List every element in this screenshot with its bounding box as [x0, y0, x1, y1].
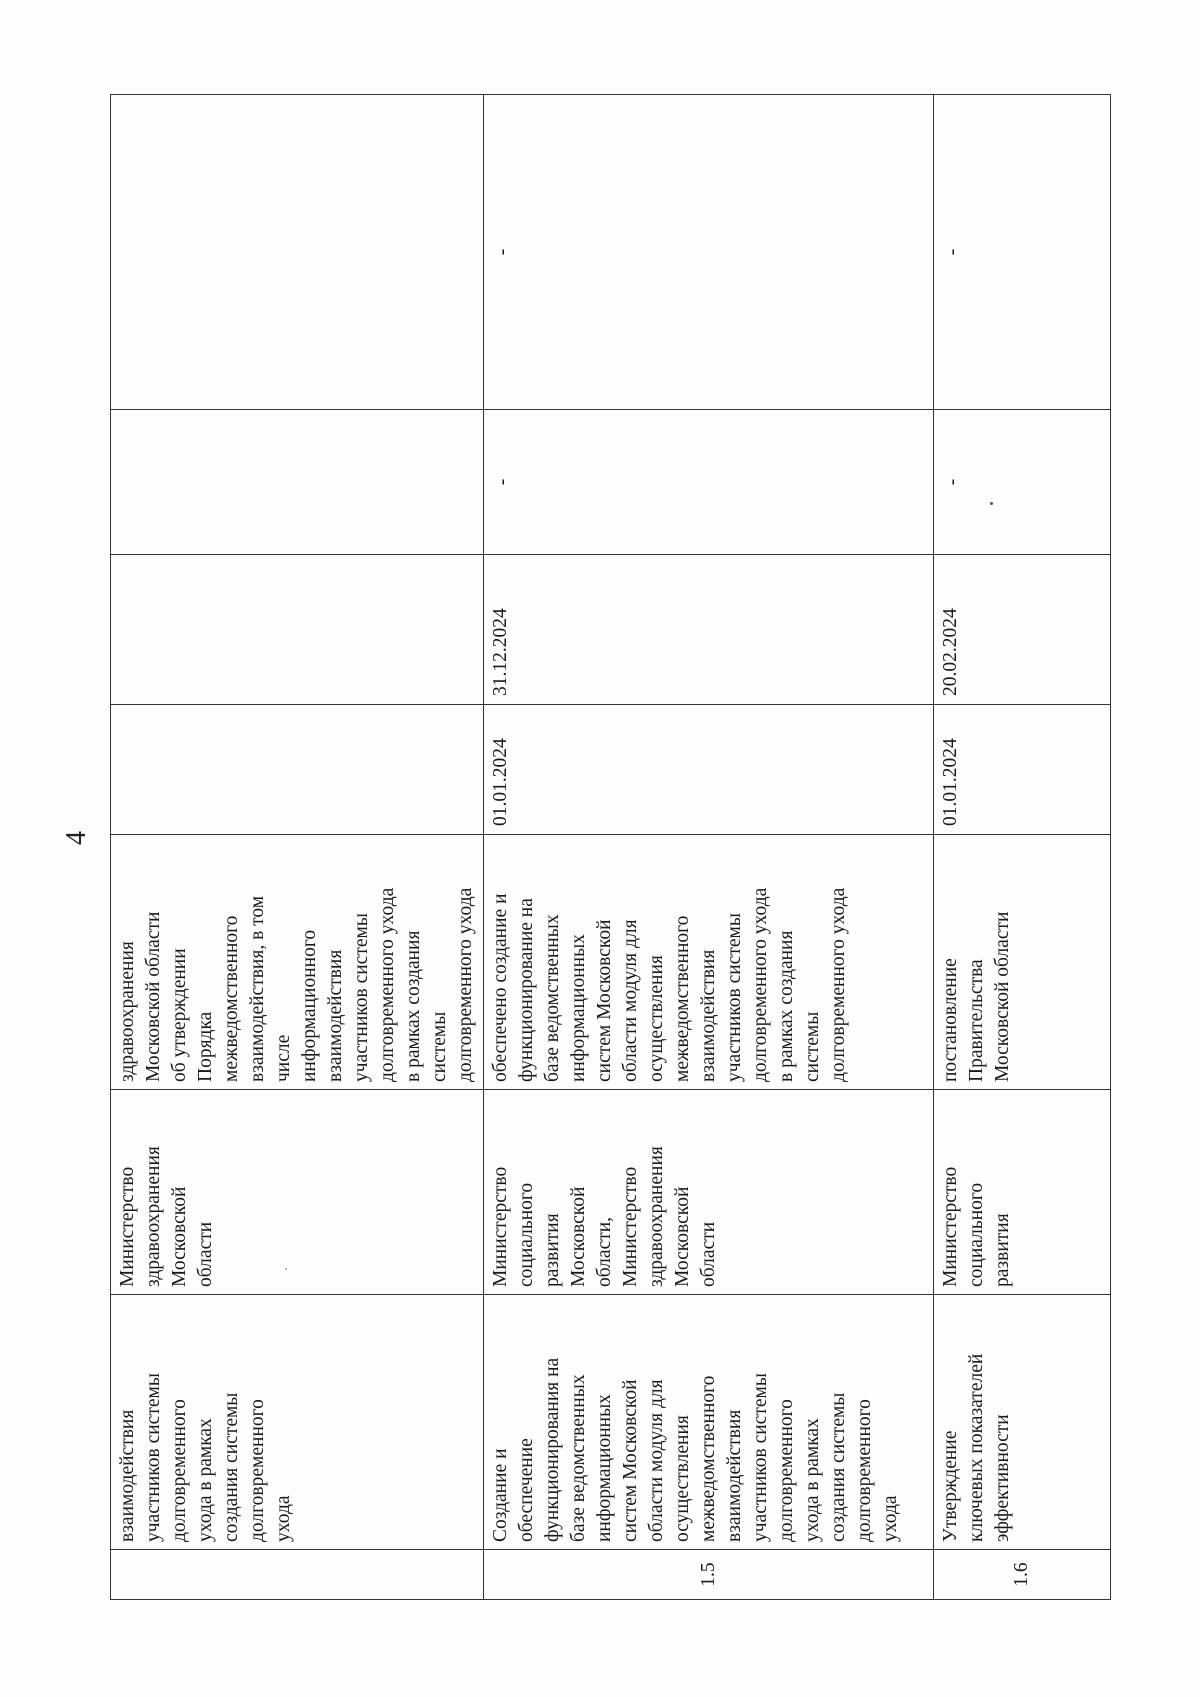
funding-value	[111, 410, 484, 555]
start-date: 01.01.2024	[934, 705, 1111, 835]
plan-table	[110, 94, 1111, 1600]
funding-value: -	[484, 410, 934, 555]
expected-result: здравоохранения Московской области об утверждении Порядка межведомственного взаимодействия, в том числе информационного взаимодействия участников системы долговременного ухода в рамках создания системы долговременного ухода	[111, 835, 484, 1090]
end-date: 20.02.2024	[934, 555, 1111, 705]
funding-value: -	[934, 410, 1111, 555]
row-number	[111, 1550, 484, 1600]
table-row-1-6	[934, 95, 1111, 1600]
funding-value	[111, 95, 484, 410]
responsible-executor: Министерство социального развития	[934, 1090, 1111, 1295]
event-name: взаимодействия участников системы долговременного ухода в рамках создания системы долговременного ухода	[111, 1295, 484, 1550]
end-date: 31.12.2024	[484, 555, 934, 705]
funding-value: -	[934, 95, 1111, 410]
start-date: 01.01.2024	[484, 705, 934, 835]
responsible-executor: Министерство социального развития Московской области, Министерство здравоохранения Московской области	[484, 1090, 934, 1295]
row-number: 1.6	[934, 1550, 1111, 1600]
table-row-continuation	[111, 95, 484, 1600]
expected-result: постановление Правительства Московской области	[934, 835, 1111, 1090]
row-number: 1.5	[484, 1550, 934, 1600]
event-name: Создание и обеспечение функционирования на базе ведомственных информационных систем Московской области модуля для осуществления межведомственного взаимодействия участников системы долговременного ухода в рамках создания системы долговременного ухода	[484, 1295, 934, 1550]
table-row-1-5	[484, 95, 934, 1600]
scan-speck	[990, 502, 993, 505]
event-name: Утверждение ключевых показателей эффективности	[934, 1295, 1111, 1550]
end-date	[111, 555, 484, 705]
responsible-executor: Министерство здравоохранения Московской области	[111, 1090, 484, 1295]
expected-result: обеспечено создание и функционирование на базе ведомственных информационных систем Московской области модуля для осуществления межведомственного взаимодействия участников системы долговременного ухода в рамках создания системы долговременного ухода	[484, 835, 934, 1090]
funding-value: -	[484, 95, 934, 410]
page-number: 4	[61, 831, 92, 845]
start-date	[111, 705, 484, 835]
scan-speck	[285, 1268, 287, 1270]
